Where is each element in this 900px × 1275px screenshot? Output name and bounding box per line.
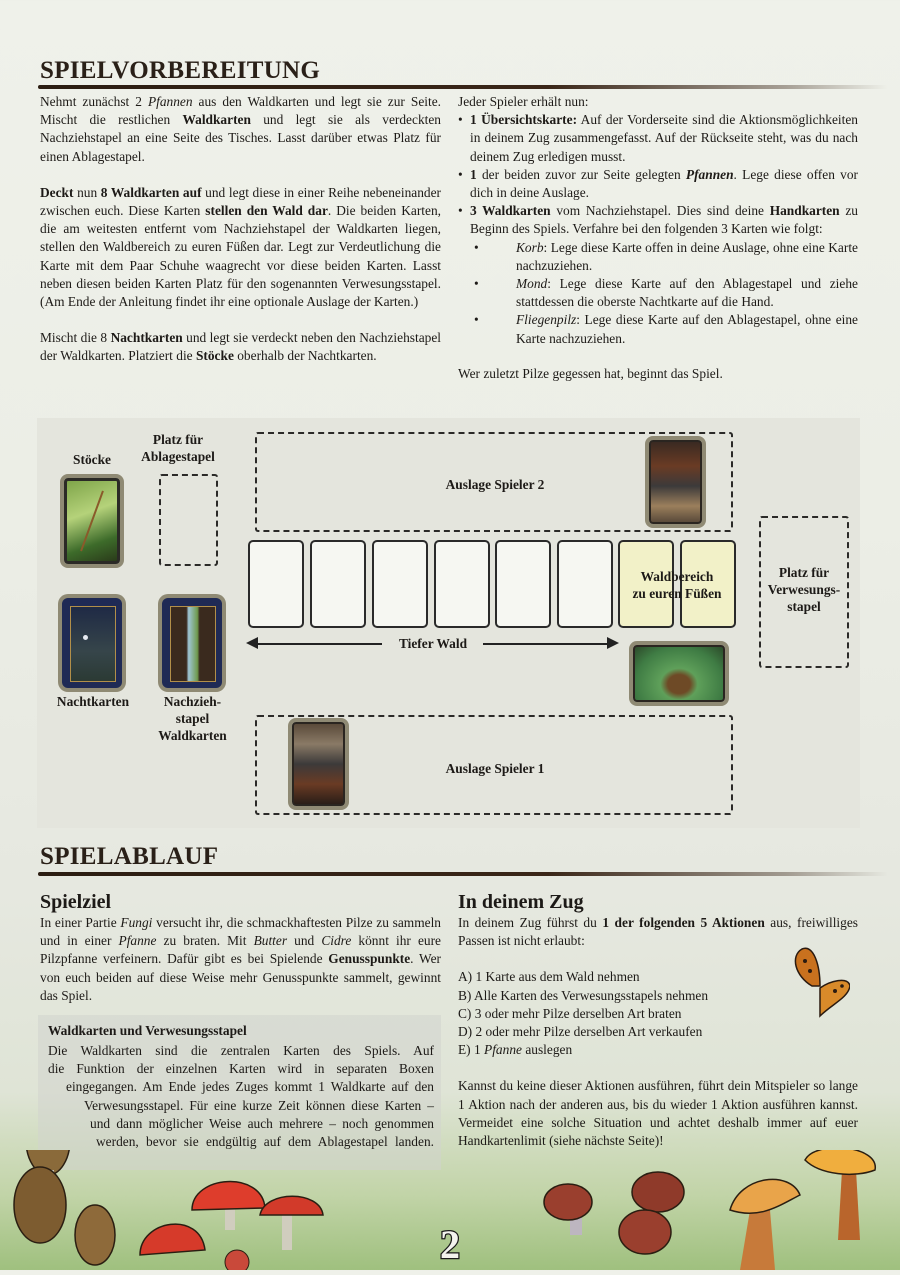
rule-mond: • Mond: Lege diese Karte auf den Ablagestapel und ziehe stattdessen die oberste Nachtkarte auf die Hand. xyxy=(504,275,858,311)
action-b: B) Alle Karten des Verwesungsstapels nehmen xyxy=(458,987,709,1003)
card-rules-list xyxy=(470,239,858,348)
night-cards-deck xyxy=(62,598,122,688)
label-auslage-1: Auslage Spieler 1 xyxy=(445,761,545,776)
forest-slot-4 xyxy=(434,540,490,628)
mushrooms-icon xyxy=(0,1150,900,1270)
setup-paragraph-1: Nehmt zunächst 2 Pfannen aus den Waldkarten und legt sie zur Seite. Mischt die restlichen Waldkarten und legt sie als verdeckten Nachziehstapel an eine Seite des Tisches. Lasst darüber etwas Platz für einen Ablagestapel. xyxy=(40,94,441,164)
arrow-left-icon xyxy=(246,637,258,649)
title-rule xyxy=(38,872,888,876)
section-title-gameplay: SPIELABLAUF xyxy=(40,843,219,870)
bullet-forest-cards: • 3 Waldkarten vom Nachziehstapel. Dies sind deine Handkarten zu Beginn des Spiels. Verfahre bei den folgenden 3 Karten wie folgt: • Korb: Lege diese Karte offen in deine Auslage, ohne eine Karte nachzuziehen. • Mond: Lege diese Karte auf den Ablagestapel und ziehe stattdessen die oberste Nachtkarte auf die Hand. • Fliegenpilz: Lege diese Karte auf den Ablagestapel, ohne eine Karte nachzuziehen. xyxy=(458,202,858,348)
forest-slot-3 xyxy=(372,540,428,628)
rule-korb: • Korb: Lege diese Karte offen in deine Auslage, ohne eine Karte nachzuziehen. xyxy=(504,239,858,275)
label-nachtkarten: Nachtkarten xyxy=(56,694,130,709)
action-a: A) 1 Karte aus dem Wald nehmen xyxy=(458,969,640,985)
arrow-right-icon xyxy=(607,637,619,649)
moon-icon xyxy=(83,635,88,640)
forest-slot-6 xyxy=(557,540,613,628)
turn-closing: Kannst du keine dieser Aktionen ausführen, führt dein Mitspieler so lange 1 Aktion nach der anderen aus, bis du wieder 1 Aktion ausführen kannst. Vermeidet eine solche Situation und achtet deshalb immer auf euer Handkartenlimit (siehe nächste Seite)! xyxy=(458,1078,858,1149)
discard-pile-slot xyxy=(159,474,218,566)
pan-card-player-2 xyxy=(649,440,702,524)
label-ablage: Platz für Ablagestapel xyxy=(141,432,215,464)
goal-text: In einer Partie Fungi versucht ihr, die schmackhaftesten Pilze zu sammeln und in einer Pfanne zu braten. Mit Butter und Cidre könnt ihr eure Pilzpfanne verfeinern. Dafür gibt es bei Spielende Genusspunkte. Wer von euch beiden auf diese Weise mehr Genusspunkte sammelt, gewinnt das Spiel. xyxy=(40,915,442,1003)
label-tiefer-wald: Tiefer Wald xyxy=(398,636,468,651)
label-auslage-2: Auslage Spieler 2 xyxy=(445,477,545,492)
forest-slot-1 xyxy=(248,540,304,628)
label-verwesung: Platz für Verwesungs- stapel xyxy=(767,565,841,614)
setup-paragraph-2: Deckt nun 8 Waldkarten auf und legt diese in einer Reihe nebeneinander zwischen euch. Diese Karten stellen den Wald dar. Die beiden Karten, die am weitesten entfernt vom Nachziehstapel der Waldkarten liegen, stellen den Waldbereich zu euren Füßen dar. Legt zur Verdeutlichung die Karte mit dem Paar Schuhe waagrecht vor diese beiden Karten. Lasst neben diesen beiden Karten Platz für den sogenannten Verwesungsstapel. (Am Ende der Anleitung findet ihr eine optionale Auslage der Karten.) xyxy=(40,184,442,310)
goal-section xyxy=(40,891,441,1005)
arrow-left-line xyxy=(252,643,382,645)
stoecke-card xyxy=(64,478,120,564)
stick-icon xyxy=(80,491,104,552)
action-d: D) 2 oder mehr Pilze derselben Art verkaufen xyxy=(458,1024,703,1040)
page-number: 2 xyxy=(440,1222,460,1267)
box-heading: Waldkarten und Verwesungsstapel xyxy=(48,1023,247,1038)
setup-closing: Wer zuletzt Pilze gegessen hat, beginnt das Spiel. xyxy=(458,365,723,381)
goal-heading: Spielziel xyxy=(40,891,112,913)
setup-left-column xyxy=(40,93,441,366)
turn-intro: In deinem Zug führst du 1 der folgenden 5 Aktionen aus, freiwilliges Passen ist nicht erlaubt: xyxy=(458,915,858,949)
title-rule xyxy=(38,85,888,89)
setup-right-column xyxy=(458,93,858,383)
setup-intro: Jeder Spieler erhält nun: xyxy=(458,94,589,109)
forest-slot-2 xyxy=(310,540,366,628)
label-stoecke: Stöcke xyxy=(73,452,111,467)
forest-cards-info-box xyxy=(38,1015,441,1170)
bullet-pan: • 1 der beiden zuvor zur Seite gelegten Pfannen. Lege diese offen vor dich in deine Auslage. xyxy=(458,166,858,202)
action-e: E) 1 Pfanne auslegen xyxy=(458,1042,573,1058)
section-title-setup: SPIELVORBEREITUNG xyxy=(40,57,321,84)
shoes-card xyxy=(633,645,725,702)
setup-paragraph-3: Mischt die 8 Nachtkarten und legt sie verdeckt neben den Nachziehstapel der Waldkarten. Platziert die Stöcke oberhalb der Nachtkarten. xyxy=(40,330,441,364)
box-text: Die Waldkarten sind die zentralen Karten des Spiels. Auf die Funktion der einzelnen Karten wird in separaten Boxen eingegangen. Am Ende jedes Zuges kommt 1 Waldkarte auf den Verwesungsstapel. Für eine kurze Zeit können diese Karten – und dann möglicher Weise auch mehrere – noch genommen werden, bevor sie endgültig auf dem Ablagestapel landen. xyxy=(48,1043,434,1150)
turn-heading: In deinem Zug xyxy=(458,891,584,913)
label-waldbereich: Waldbereich zu euren Füßen xyxy=(632,569,722,601)
forest-draw-pile xyxy=(162,598,222,688)
label-nachziehstapel: Nachzieh- stapel Waldkarten xyxy=(158,694,227,743)
rule-fliegenpilz: • Fliegenpilz: Lege diese Karte auf den Ablagestapel, ohne eine Karte nachzuziehen. xyxy=(504,311,858,347)
pan-card-player-1 xyxy=(292,722,345,806)
action-c: C) 3 oder mehr Pilze derselben Art braten xyxy=(458,1005,682,1021)
setup-bullet-list xyxy=(458,111,858,348)
mushroom-illustration xyxy=(0,1150,900,1270)
forest-slot-5 xyxy=(495,540,551,628)
bullet-overview-card: • 1 Übersichtskarte: Auf der Vorderseite sind die Aktionsmöglichkeiten in deinem Zug zusammengefasst. Auf der Rückseite steht, was du nach deinem Zug erledigen musst. xyxy=(458,111,858,166)
butterfly-icon xyxy=(790,946,850,1026)
arrow-right-line xyxy=(483,643,609,645)
